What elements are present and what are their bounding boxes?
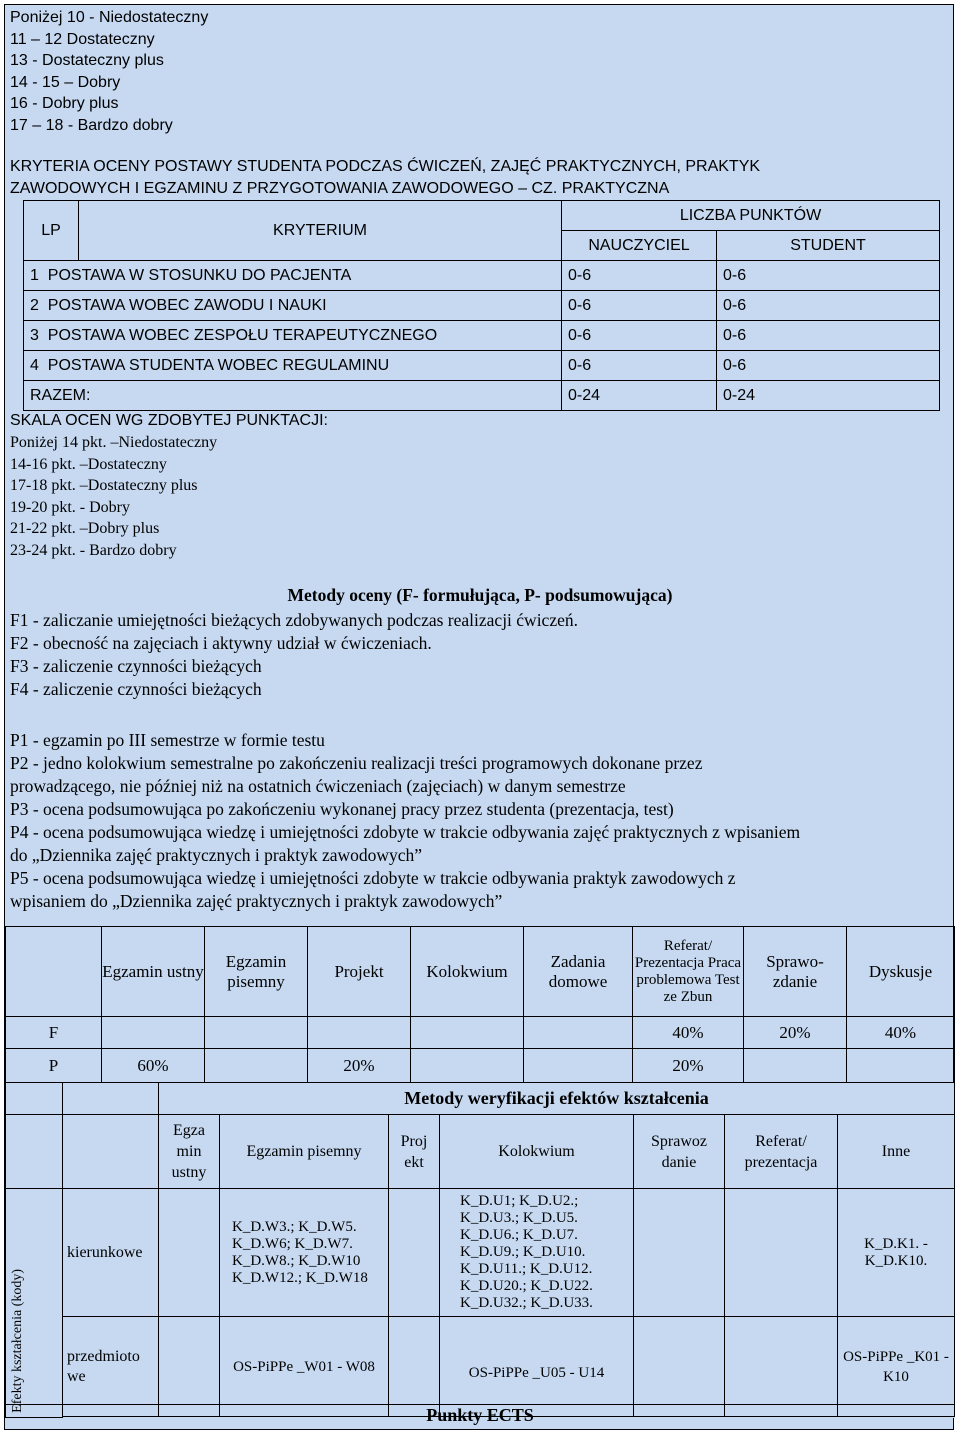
student-points: 0-6 [717, 351, 940, 381]
corner-cell [6, 1083, 63, 1115]
table-row-total [24, 381, 940, 411]
criterion-cell [24, 291, 562, 321]
grade-line: 17 – 18 - Bardzo dobry [10, 116, 173, 134]
scale-item: 21-22 pkt. –Dobry plus [10, 520, 160, 537]
grade-line: 11 – 12 Dostateczny [10, 30, 155, 48]
method-item: P1 - egzamin po III semestrze w formie testu [10, 730, 325, 750]
header-inne: Inne [838, 1115, 955, 1189]
criteria-table [23, 200, 940, 411]
row-label: P [6, 1049, 102, 1084]
corner-cell [6, 1115, 63, 1189]
student-points: 0-6 [717, 321, 940, 351]
value-cell: 40% [633, 1017, 744, 1049]
grade-line: 13 - Dostateczny plus [10, 52, 164, 69]
total-label: RAZEM: [24, 381, 562, 411]
value-cell: 60% [102, 1049, 205, 1084]
value-cell [411, 1017, 524, 1049]
criterion-lp: 3 [30, 326, 39, 344]
verification-title: Metody weryfikacji efektów kształcenia [159, 1083, 955, 1115]
header-lp: LP [24, 201, 79, 261]
header-referat: Referat/ Prezentacja Praca problemowa Test ze Zbun [633, 927, 744, 1017]
criterion-cell [24, 321, 562, 351]
empty-cell [634, 1189, 725, 1317]
ects-label: Punkty ECTS [5, 1404, 955, 1426]
method-item: prowadzącego, nie później niż na ostatnich ćwiczeniach (zajęciach) w danym semestrze [10, 776, 626, 796]
codes-pisemny: K_D.W3.; K_D.W5. K_D.W6; K_D.W7. K_D.W8.; K_D.W10 K_D.W12.; K_D.W18 [220, 1189, 389, 1317]
criterion-text: POSTAWA W STOSUNKU DO PACJENTA [47, 266, 352, 284]
codes-inne: K_D.K1. - K_D.K10. [838, 1189, 955, 1317]
header-dyskusje: Dyskusje [847, 927, 955, 1017]
header-egzamin-pisemny: Egzamin pisemny [220, 1115, 389, 1189]
criteria-heading [10, 156, 760, 199]
header-sprawozdanie: Sprawoz danie [634, 1115, 725, 1189]
method-item: P5 - ocena podsumowująca wiedzę i umiejętności zdobyte w trakcie odbywania praktyk zawodowych z [10, 868, 736, 888]
scale-item: 19-20 pkt. - Dobry [10, 498, 130, 516]
header-projekt: Proj ekt [389, 1115, 440, 1189]
header-student: STUDENT [717, 231, 940, 261]
formative-methods [10, 609, 578, 701]
scale-item: 17-18 pkt. –Dostateczny plus [10, 477, 198, 494]
method-item: P3 - ocena podsumowująca po zakończeniu wykonanej pracy przez studenta (prezentacja, test) [10, 799, 674, 819]
empty-cell [159, 1189, 220, 1317]
header-kolokwium: Kolokwium [440, 1115, 634, 1189]
value-cell: 20% [308, 1049, 411, 1084]
scale-item: 23-24 pkt. - Bardzo dobry [10, 541, 177, 559]
value-cell: 20% [744, 1017, 847, 1049]
header-egzamin-ustny: Egzamin ustny [102, 927, 205, 1017]
method-item: F2 - obecność na zajęciach i aktywny udział w ćwiczeniach. [10, 633, 432, 653]
points-scale [10, 410, 328, 432]
table-row [24, 261, 940, 291]
grade-scale-top [10, 7, 208, 136]
codes-inne: OS-PiPPe _K01 - K10 [838, 1317, 955, 1417]
grade-line: 14 - 15 – Dobry [10, 73, 121, 91]
header-egzamin-ustny: Egza min ustny [159, 1115, 220, 1189]
header-kolokwium: Kolokwium [411, 927, 524, 1017]
row-label: F [6, 1017, 102, 1049]
total-student: 0-24 [717, 381, 940, 411]
value-cell [205, 1049, 308, 1084]
scale-item: Poniżej 14 pkt. –Niedostateczny [10, 434, 218, 451]
empty-cell [634, 1317, 725, 1417]
row-f [6, 1017, 955, 1049]
value-cell [524, 1017, 633, 1049]
heading-line: ZAWODOWYCH I EGZAMINU Z PRZYGOTOWANIA ZAWODOWEGO – CZ. PRAKTYCZNA [10, 179, 670, 197]
methods-title: Metody oceny (F- formułująca, P- podsumowująca) [287, 585, 673, 605]
codes-kolokwium: OS-PiPPe _U05 - U14 [440, 1317, 634, 1417]
criterion-text: POSTAWA WOBEC ZAWODU I NAUKI [47, 296, 327, 314]
value-cell [411, 1049, 524, 1084]
criterion-text: POSTAWA WOBEC ZESPOŁU TERAPEUTYCZNEGO [47, 326, 438, 344]
grade-line: 16 - Dobry plus [10, 95, 119, 112]
codes-kolokwium: K_D.U1; K_D.U2.; K_D.U3.; K_D.U5. K_D.U6.; K_D.U7. K_D.U9.; K_D.U10. K_D.U11.; K_D.U12. K_D.U20.; K_D.U22. K_D.U32.; K_D.U33. [440, 1189, 634, 1317]
codes-pisemny: OS-PiPPe _W01 - W08 [220, 1317, 389, 1417]
points-scale-list [10, 432, 217, 561]
empty-cell [389, 1189, 440, 1317]
criterion-lp: 2 [30, 296, 39, 314]
header-egzamin-pisemny: Egzamin pisemny [205, 927, 308, 1017]
criterion-lp: 1 [30, 266, 39, 284]
table-header-row [6, 927, 955, 1017]
header-liczba-punktow: LICZBA PUNKTÓW [562, 201, 940, 231]
header-projekt: Projekt [308, 927, 411, 1017]
value-cell [205, 1017, 308, 1049]
verification-header-row [6, 1115, 955, 1189]
header-referat: Referat/ prezentacja [725, 1115, 838, 1189]
value-cell: 40% [847, 1017, 955, 1049]
student-points: 0-6 [717, 261, 940, 291]
row-przedmiotowe [6, 1317, 955, 1417]
table-row [24, 351, 940, 381]
corner-cell [63, 1083, 159, 1115]
method-item: F4 - zaliczenie czynności bieżących [10, 679, 262, 699]
row-kierunkowe [6, 1189, 955, 1317]
header-nauczyciel: NAUCZYCIEL [562, 231, 717, 261]
row-label: kierunkowe [63, 1189, 159, 1317]
corner-cell [63, 1115, 159, 1189]
verification-title-row [6, 1083, 955, 1115]
empty-cell [389, 1317, 440, 1417]
value-cell [102, 1017, 205, 1049]
empty-cell [725, 1189, 838, 1317]
value-cell [744, 1049, 847, 1084]
value-cell [847, 1049, 955, 1084]
criterion-cell [24, 351, 562, 381]
verification-table [5, 1082, 955, 1418]
side-label: Efekty kształcenia (kody) [10, 1268, 25, 1413]
method-item: P2 - jedno kolokwium semestralne po zakończeniu realizacji treści programowych dokonane przez [10, 753, 703, 773]
method-item: wpisaniem do „Dziennika zajęć praktycznych i praktyk zawodowych” [10, 891, 503, 911]
header-kryterium: KRYTERIUM [79, 201, 562, 261]
student-points: 0-6 [717, 291, 940, 321]
value-cell [524, 1049, 633, 1084]
value-cell [308, 1017, 411, 1049]
table-row [24, 291, 940, 321]
nauczyciel-points: 0-6 [562, 261, 717, 291]
scale-item: 14-16 pkt. –Dostateczny [10, 455, 167, 473]
methods-table [5, 926, 955, 1084]
header-cell [6, 927, 102, 1017]
criterion-cell [24, 261, 562, 291]
nauczyciel-points: 0-6 [562, 321, 717, 351]
heading-line: KRYTERIA OCENY POSTAWY STUDENTA PODCZAS ĆWICZEŃ, ZAJĘĆ PRAKTYCZNYCH, PRAKTYK [10, 158, 761, 175]
criterion-lp: 4 [30, 356, 39, 374]
row-label: przedmioto we [63, 1317, 159, 1417]
value-cell: 20% [633, 1049, 744, 1084]
header-sprawozdanie: Sprawo- zdanie [744, 927, 847, 1017]
method-item: do „Dziennika zajęć praktycznych i praktyk zawodowych” [10, 845, 423, 865]
nauczyciel-points: 0-6 [562, 291, 717, 321]
scale-heading: SKALA OCEN WG ZDOBYTEJ PUNKTACJI: [10, 412, 328, 429]
grade-line: Poniżej 10 - Niedostateczny [10, 9, 209, 26]
header-zadania-domowe: Zadania domowe [524, 927, 633, 1017]
empty-cell [725, 1317, 838, 1417]
table-row [24, 321, 940, 351]
method-item: F1 - zaliczanie umiejętności bieżących zdobywanych podczas realizacji ćwiczeń. [10, 610, 578, 630]
summative-methods [10, 729, 950, 913]
empty-cell [159, 1317, 220, 1417]
total-nauczyciel: 0-24 [562, 381, 717, 411]
side-label-cell [6, 1189, 63, 1418]
criterion-text: POSTAWA STUDENTA WOBEC REGULAMINU [47, 356, 390, 374]
method-item: F3 - zaliczenie czynności bieżących [10, 656, 262, 676]
method-item: P4 - ocena podsumowująca wiedzę i umiejętności zdobyte w trakcie odbywania zajęć praktycznych z wpisaniem [10, 822, 801, 842]
row-p [6, 1049, 955, 1084]
nauczyciel-points: 0-6 [562, 351, 717, 381]
